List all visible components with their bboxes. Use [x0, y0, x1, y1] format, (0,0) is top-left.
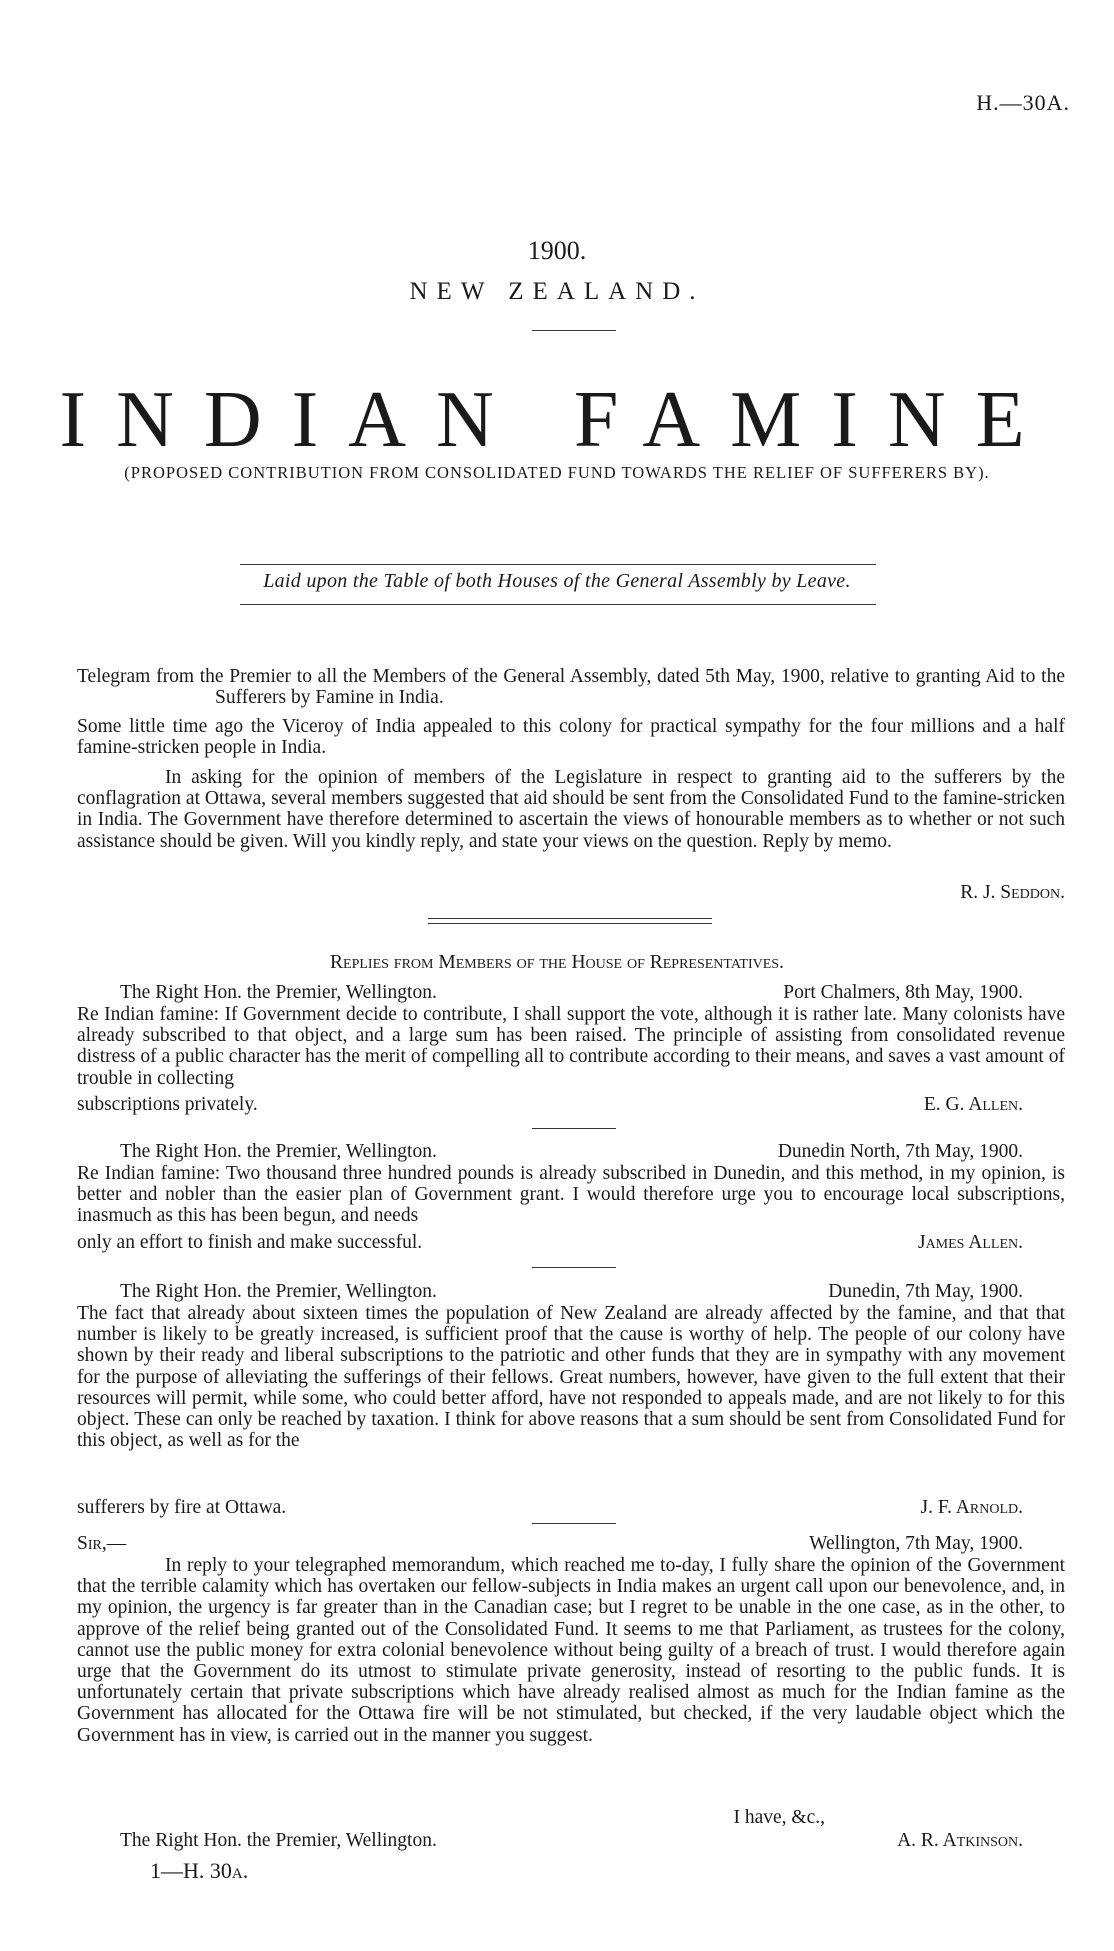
- document-reference: H.—30A.: [976, 90, 1070, 115]
- letter-signature: A. R. Atkinson.: [897, 1830, 1023, 1851]
- reply-addressee: The Right Hon. the Premier, Wellington.: [120, 982, 437, 1003]
- reply-header: [77, 1141, 1065, 1162]
- reply-closing-line: [77, 1094, 1065, 1115]
- year: 1900.: [527, 236, 587, 265]
- reply-signature: E. G. Allen.: [923, 1094, 1023, 1115]
- telegram-paragraph-2: In asking for the opinion of members of the Legislature in respect to granting aid to the sufferers by the conflagration at Ottawa, several members suggested that aid should be sent from the Consolidated Fund to the famine-stricken in India. The Government have therefore determined to ascertain the views of honourable members as to whether or not such assistance should be given. Will you kindly reply, and state your views on the question. Reply by memo.: [77, 767, 1065, 852]
- reply-place-date: Port Chalmers, 8th May, 1900.: [783, 982, 1023, 1003]
- telegram-heading-text: Telegram from the Premier to all the Members of the General Assembly, dated 5th May, 1900, relative to granting Aid to the Sufferers by Famine in India.: [77, 666, 1065, 709]
- reply-last-line: only an effort to finish and make successful.: [77, 1232, 423, 1253]
- letter-body: In reply to your telegraphed memorandum, which reached me to-day, I fully share the opinion of the Government that the terrible calamity which has overtaken our fellow-subjects in India makes an urgent call upon our benevolence, and, in my opinion, the urgency is far greater than in the Canadian case; but I regret to be unable in the one case, as in the other, to approve of the relief being granted out of the Consolidated Fund. It seems to me that Parliament, as trustees for the colony, cannot use the public money for extra colonial benevolence without being guilty of a breach of trust. I would therefore again urge that the Government do its utmost to stimulate private generosity, instead of resorting to the public funds. It is unfortunately certain that private subscriptions which have already realised almost as much for the Indian famine as the Government has allocated for the Ottawa fire will be not stimulated, but checked, if the very laudable object which the Government has in view, is carried out in the manner you suggest.: [77, 1555, 1065, 1746]
- letter-salutation: Sir,—: [77, 1533, 127, 1554]
- reply-place-date: Dunedin, 7th May, 1900.: [828, 1281, 1023, 1302]
- country: NEW ZEALAND.: [409, 278, 705, 305]
- reply-addressee: The Right Hon. the Premier, Wellington.: [120, 1281, 437, 1302]
- divider: [428, 918, 712, 919]
- reply-signature: J. F. Arnold.: [920, 1497, 1023, 1518]
- reply-closing-line: [77, 1232, 1065, 1253]
- laid-note: Laid upon the Table of both Houses of the General Assembly by Leave.: [263, 570, 851, 592]
- reply-last-line: sufferers by fire at Ottawa.: [77, 1497, 287, 1518]
- telegram-signature: R. J. Seddon.: [960, 882, 1065, 903]
- letter-header: [77, 1533, 1065, 1554]
- page-subtitle: (PROPOSED CONTRIBUTION FROM CONSOLIDATED FUND TOWARDS THE RELIEF OF SUFFERERS BY).: [124, 463, 990, 482]
- page-title: INDIAN FAMINE: [59, 376, 1055, 464]
- reply-closing-line: [77, 1497, 1065, 1518]
- reply-last-line: subscriptions privately.: [77, 1094, 258, 1115]
- telegram-heading: [77, 666, 1065, 708]
- reply-body: The fact that already about sixteen times the population of New Zealand are already affected by the famine, and that that number is likely to be greatly increased, is sufficient proof that the cause is worthy of help. The people of our colony have shown by their ready and liberal subscriptions to the patriotic and other funds that they are in sympathy with any movement for the purpose of alleviating the sufferings of their fellows. Great numbers, however, have given to the full extent that their resources will permit, while some, who could better afford, have not responded to appeals made, and are not likely to for this object. These can only be reached by taxation. I think for above reasons that a sum should be sent from Consolidated Fund for this object, as well as for the: [77, 1303, 1065, 1452]
- divider: [532, 1523, 616, 1524]
- divider: [532, 1128, 616, 1129]
- reply-header: [77, 982, 1065, 1003]
- divider: [240, 564, 876, 565]
- letter-closing: I have, &c.,: [733, 1807, 825, 1828]
- reply-place-date: Dunedin North, 7th May, 1900.: [777, 1141, 1023, 1162]
- reply-addressee: The Right Hon. the Premier, Wellington.: [120, 1141, 437, 1162]
- letter-addressee: The Right Hon. the Premier, Wellington.: [120, 1830, 437, 1851]
- reply-signature: James Allen.: [917, 1232, 1023, 1253]
- divider: [240, 604, 876, 605]
- reply-header: [77, 1281, 1065, 1302]
- page-footer: 1—H. 30a.: [150, 1858, 249, 1883]
- divider: [428, 923, 712, 924]
- reply-body: Re Indian famine: Two thousand three hundred pounds is already subscribed in Dunedin, and this method, in my opinion, is better and nobler than the easier plan of Government grant. I would therefore urge you to encourage local subscriptions, inasmuch as this has been begun, and needs: [77, 1163, 1065, 1227]
- letter-footer-line: [77, 1830, 1065, 1851]
- replies-heading: Replies from Members of the House of Representatives.: [330, 952, 784, 973]
- reply-body: Re Indian famine: If Government decide to contribute, I shall support the vote, although it is rather late. Many colonists have already subscribed to that object, and a large sum has been raised. The principle of assisting from consolidated revenue distress of a public character has the merit of compelling all to contribute according to their means, and saves a vast amount of trouble in collecting: [77, 1004, 1065, 1089]
- telegram-paragraph-1: Some little time ago the Viceroy of India appealed to this colony for practical sympathy for the four millions and a half famine-stricken people in India.: [77, 716, 1065, 759]
- divider: [532, 330, 616, 331]
- letter-place-date: Wellington, 7th May, 1900.: [809, 1533, 1023, 1554]
- divider: [532, 1267, 616, 1268]
